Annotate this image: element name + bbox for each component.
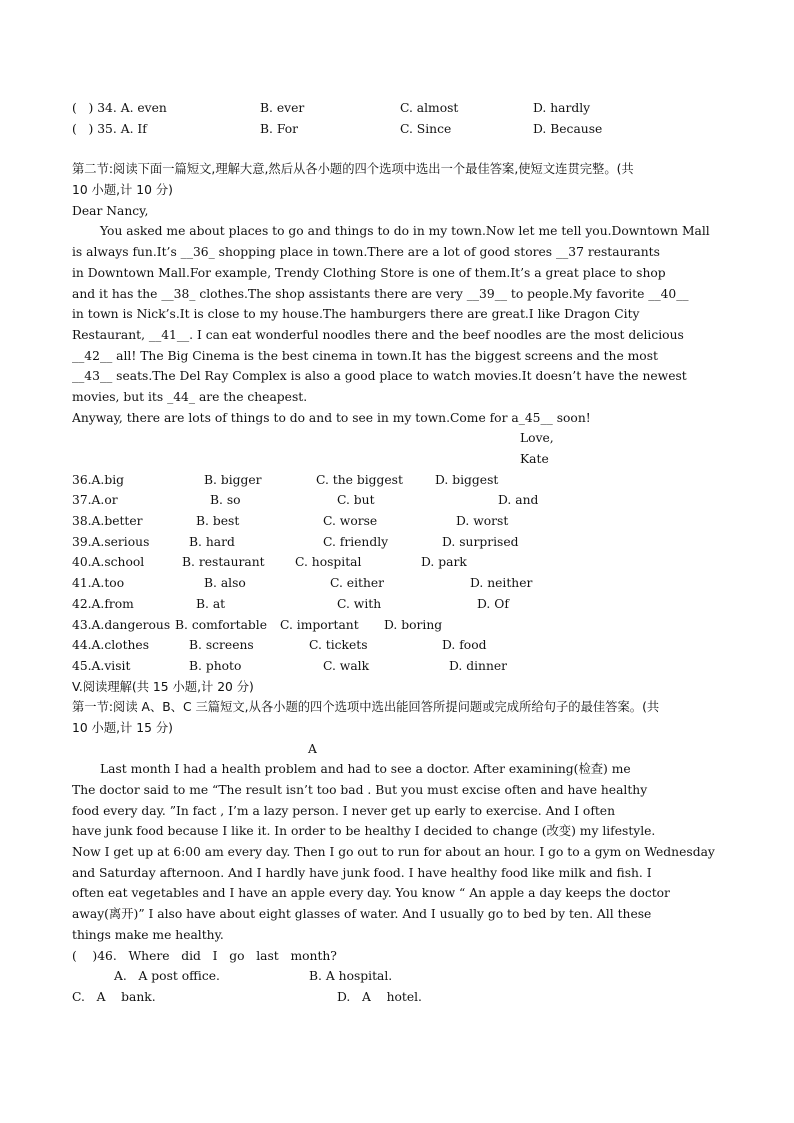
passage-a-title: A <box>308 741 317 756</box>
option-row-36 <box>72 470 724 491</box>
section5-sub-heading-line2: 10 小题,计 15 分) <box>72 720 173 735</box>
option-a: 38.A.better <box>72 514 143 529</box>
option-a: 41.A.too <box>72 576 125 591</box>
q35-stem: ( ) 35. A. If <box>72 121 147 136</box>
option-c: C. walk <box>323 658 370 673</box>
option-row-39 <box>72 532 724 553</box>
q34-option-d: D. hardly <box>533 101 591 115</box>
option-b: B. comfortable <box>175 617 267 632</box>
option-d: D. surprised <box>442 534 519 549</box>
q34-option-c: C. almost <box>400 101 459 115</box>
option-a: 42.A.from <box>72 596 134 611</box>
option-d: D. dinner <box>449 658 508 673</box>
option-row-44 <box>72 635 724 656</box>
letter-line-4: and it has the __38_ clothes.The shop assistants there are very __39__ to people.My favorite __40__ <box>72 286 689 301</box>
option-b: B. best <box>196 514 240 529</box>
option-a: 44.A.clothes <box>72 638 150 653</box>
letter-line-2: is always fun.It’s __36_ shopping place in town.There are a lot of good stores __37 restaurants <box>72 245 660 260</box>
passage-a-line-7: often eat vegetables and I have an apple every day. You know “ An apple a day keeps the doctor <box>72 886 670 901</box>
option-c: C. either <box>330 576 385 591</box>
passage-a-line-8: away(离开)” I also have about eight glasses of water. And I usually go to bed by ten. All these <box>72 907 652 922</box>
question-35 <box>72 119 724 140</box>
q46-option-d: D. A hotel. <box>337 989 422 1004</box>
letter-closing: Love, <box>520 431 554 446</box>
letter-line-7: __42__ all! The Big Cinema is the best cinema in town.It has the biggest screens and the most <box>72 348 658 363</box>
q46-options-row1 <box>72 966 724 987</box>
q35-option-b: B. For <box>260 121 298 136</box>
option-d: D. Of <box>477 596 509 611</box>
option-a: 37.A.or <box>72 493 118 508</box>
letter-line-9: movies, but its _44_ are the cheapest. <box>72 389 308 404</box>
option-c: C. with <box>337 596 382 611</box>
q46-option-c: C. A bank. <box>72 989 156 1004</box>
letter-line-1: You asked me about places to go and things to do in my town.Now let me tell you.Downtown Mall <box>100 224 710 239</box>
option-row-40 <box>72 552 724 573</box>
option-a: 36.A.big <box>72 472 125 487</box>
letter-line-3: in Downtown Mall.For example, Trendy Clothing Store is one of them.It’s a great place to shop <box>72 265 666 280</box>
option-d: D. worst <box>456 514 509 529</box>
option-b: B. screens <box>189 638 254 653</box>
option-d: D. neither <box>470 576 533 591</box>
option-a: 40.A.school <box>72 555 145 570</box>
option-c: C. tickets <box>309 638 368 653</box>
option-d: D. food <box>442 638 487 653</box>
q46-option-b: B. A hospital. <box>309 969 393 984</box>
passage-a-line-9: things make me healthy. <box>72 927 224 942</box>
option-c: C. the biggest <box>316 472 403 487</box>
section2-heading-line1: 第二节:阅读下面一篇短文,理解大意,然后从各小题的四个选项中选出一个最佳答案,使短文连贯完整。(共 <box>72 162 634 177</box>
option-row-45 <box>72 656 724 677</box>
option-c: C. important <box>280 617 359 632</box>
option-c: C. hospital <box>295 555 362 570</box>
option-a: 39.A.serious <box>72 534 150 549</box>
q34-stem: ( ) 34. A. even <box>72 101 167 115</box>
exam-page <box>72 98 724 1008</box>
letter-line-5: in town is Nick’s.It is close to my house.The hamburgers there are great.I like Dragon City <box>72 307 640 322</box>
option-row-37 <box>72 490 724 511</box>
letter-line-6: Restaurant, __41__. I can eat wonderful noodles there and the beef noodles are the most delicious <box>72 327 684 342</box>
option-d: D. boring <box>384 617 443 632</box>
option-b: B. restaurant <box>182 555 265 570</box>
option-c: C. worse <box>323 514 378 529</box>
q46-options-row2 <box>72 987 724 1008</box>
option-c: C. but <box>337 493 375 508</box>
option-d: D. and <box>498 493 539 508</box>
option-row-38 <box>72 511 724 532</box>
option-b: B. so <box>210 493 241 508</box>
letter-signature: Kate <box>520 452 549 466</box>
q34-option-b: B. ever <box>260 101 305 115</box>
passage-a-line-6: and Saturday afternoon. And I hardly have junk food. I have healthy food like milk and fish. I <box>72 865 652 880</box>
question-34 <box>72 98 724 119</box>
passage-a-line-5: Now I get up at 6:00 am every day. Then I go out to run for about an hour. I go to a gym on Wednesday <box>72 845 715 860</box>
q46-stem: ( )46. Where did I go last month? <box>72 948 337 963</box>
letter-line-10: Anyway, there are lots of things to do and to see in my town.Come for a_45__ soon! <box>72 410 591 425</box>
option-b: B. at <box>196 596 226 611</box>
option-c: C. friendly <box>323 534 389 549</box>
letter-greeting: Dear Nancy, <box>72 203 149 218</box>
option-a: 45.A.visit <box>72 658 131 673</box>
q35-option-c: C. Since <box>400 121 452 136</box>
option-a: 43.A.dangerous <box>72 617 171 632</box>
option-row-43 <box>72 615 724 636</box>
section5-sub-heading-line1: 第一节:阅读 A、B、C 三篇短文,从各小题的四个选项中选出能回答所提问题或完成所给句子的最佳答案。(共 <box>72 700 660 715</box>
passage-a-line-3: food every day. ”In fact , I’m a lazy person. I never get up early to exercise. And I often <box>72 803 616 818</box>
q35-option-d: D. Because <box>533 121 603 136</box>
option-d: D. biggest <box>435 472 499 487</box>
option-row-41 <box>72 573 724 594</box>
section2-heading-line2: 10 小题,计 10 分) <box>72 183 173 198</box>
section5-heading: V.阅读理解(共 15 小题,计 20 分) <box>72 679 254 694</box>
passage-a-line-4: have junk food because I like it. In order to be healthy I decided to change (改变) my lifestyle. <box>72 824 656 839</box>
option-row-42 <box>72 594 724 615</box>
passage-a-line-2: The doctor said to me “The result isn’t too bad . But you must excise often and have healthy <box>72 783 648 797</box>
q46-option-a: A. A post office. <box>114 969 220 984</box>
option-b: B. bigger <box>204 472 262 487</box>
option-b: B. photo <box>189 658 242 673</box>
passage-a-line-1: Last month I had a health problem and had to see a doctor. After examining(检查) me <box>100 762 631 777</box>
option-b: B. also <box>204 576 246 591</box>
option-d: D. park <box>421 555 467 570</box>
letter-line-8: __43__ seats.The Del Ray Complex is also a good place to watch movies.It doesn’t have the newest <box>72 369 687 384</box>
option-b: B. hard <box>189 534 235 549</box>
